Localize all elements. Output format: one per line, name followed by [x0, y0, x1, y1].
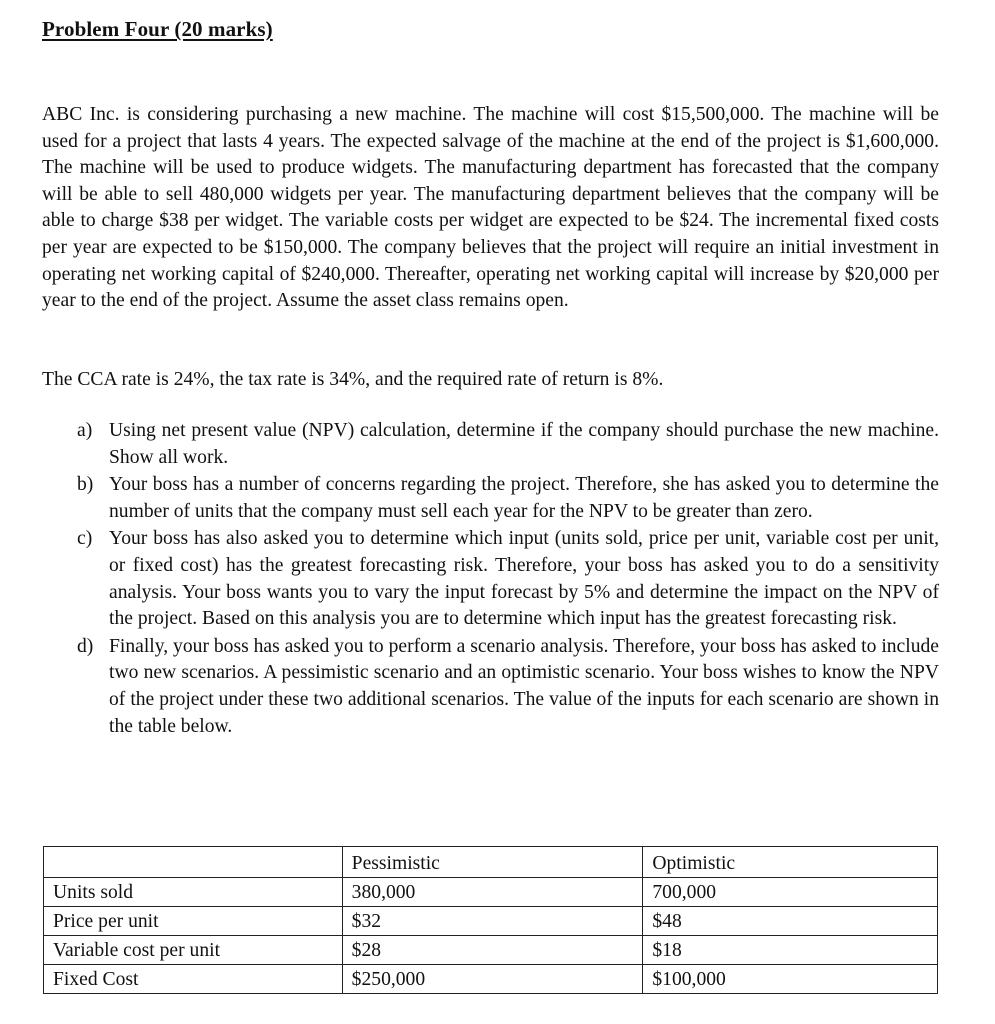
question-letter: a) [77, 420, 93, 441]
question-text: Your boss has also asked you to determine which input (units sold, price per unit, variable cost per unit, or fixed cost) has the greatest forecasting risk. Therefore, your boss has asked you to do a sensitivity analysis. Your boss wants you to vary the input forecast by 5% and determine the impact on the NPV of the project. Based on this analysis you are to determine which input has the greatest forecasting risk. [109, 528, 939, 630]
table-cell: 380,000 [342, 878, 643, 907]
table-cell: Price per unit [44, 907, 343, 936]
table-cell: Variable cost per unit [44, 936, 343, 965]
table-header-cell: Pessimistic [342, 847, 643, 878]
question-item [77, 472, 939, 525]
question-text: Finally, your boss has asked you to perform a scenario analysis. Therefore, your boss has asked to include two new scenarios. A pessimistic scenario and an optimistic scenario. Your boss wishes to know the NPV of the project under these two additional scenarios. The value of the inputs for each scenario are shown in the table below. [109, 635, 939, 737]
problem-title: Problem Four (20 marks) [42, 17, 273, 41]
table-cell: $100,000 [643, 965, 938, 994]
table-cell: Fixed Cost [44, 965, 343, 994]
table-header-row [44, 847, 938, 878]
table-cell: 700,000 [643, 878, 938, 907]
scenario-table [43, 846, 938, 994]
question-text: Using net present value (NPV) calculation, determine if the company should purchase the new machine. Show all work. [109, 420, 939, 468]
rates-statement: The CCA rate is 24%, the tax rate is 34%, and the required rate of return is 8%. [42, 369, 664, 390]
table-row [44, 936, 938, 965]
table-cell: $250,000 [342, 965, 643, 994]
problem-description: ABC Inc. is considering purchasing a new machine. The machine will cost $15,500,000. The machine will be used for a project that lasts 4 years. The expected salvage of the machine at the end of the project is $1,600,000. The machine will be used to produce widgets. The manufacturing department has forecasted that the company will be able to sell 480,000 widgets per year. The manufacturing department believes that the company will be able to charge $38 per widget. The variable costs per widget are expected to be $24. The incremental fixed costs per year are expected to be $150,000. The company believes that the project will require an initial investment in operating net working capital of $240,000. Thereafter, operating net working capital will increase by $20,000 per year to the end of the project. Assume the asset class remains open. [42, 104, 939, 312]
question-list [77, 418, 939, 741]
table-row [44, 907, 938, 936]
table-header-cell [44, 847, 343, 878]
table-cell: $18 [643, 936, 938, 965]
table-row [44, 965, 938, 994]
question-letter: d) [77, 635, 94, 657]
table-cell: $48 [643, 907, 938, 936]
question-item [77, 418, 939, 471]
table-cell: Units sold [44, 878, 343, 907]
question-letter: c) [77, 528, 93, 550]
question-item [77, 526, 939, 632]
question-text: Your boss has a number of concerns regarding the project. Therefore, she has asked you to determine the number of units that the company must sell each year for the NPV to be greater than zero. [109, 474, 939, 522]
question-letter: b) [77, 474, 94, 496]
table-cell: $32 [342, 907, 643, 936]
table-row [44, 878, 938, 907]
table-cell: $28 [342, 936, 643, 965]
question-item [77, 634, 939, 740]
table-header-cell: Optimistic [643, 847, 938, 878]
